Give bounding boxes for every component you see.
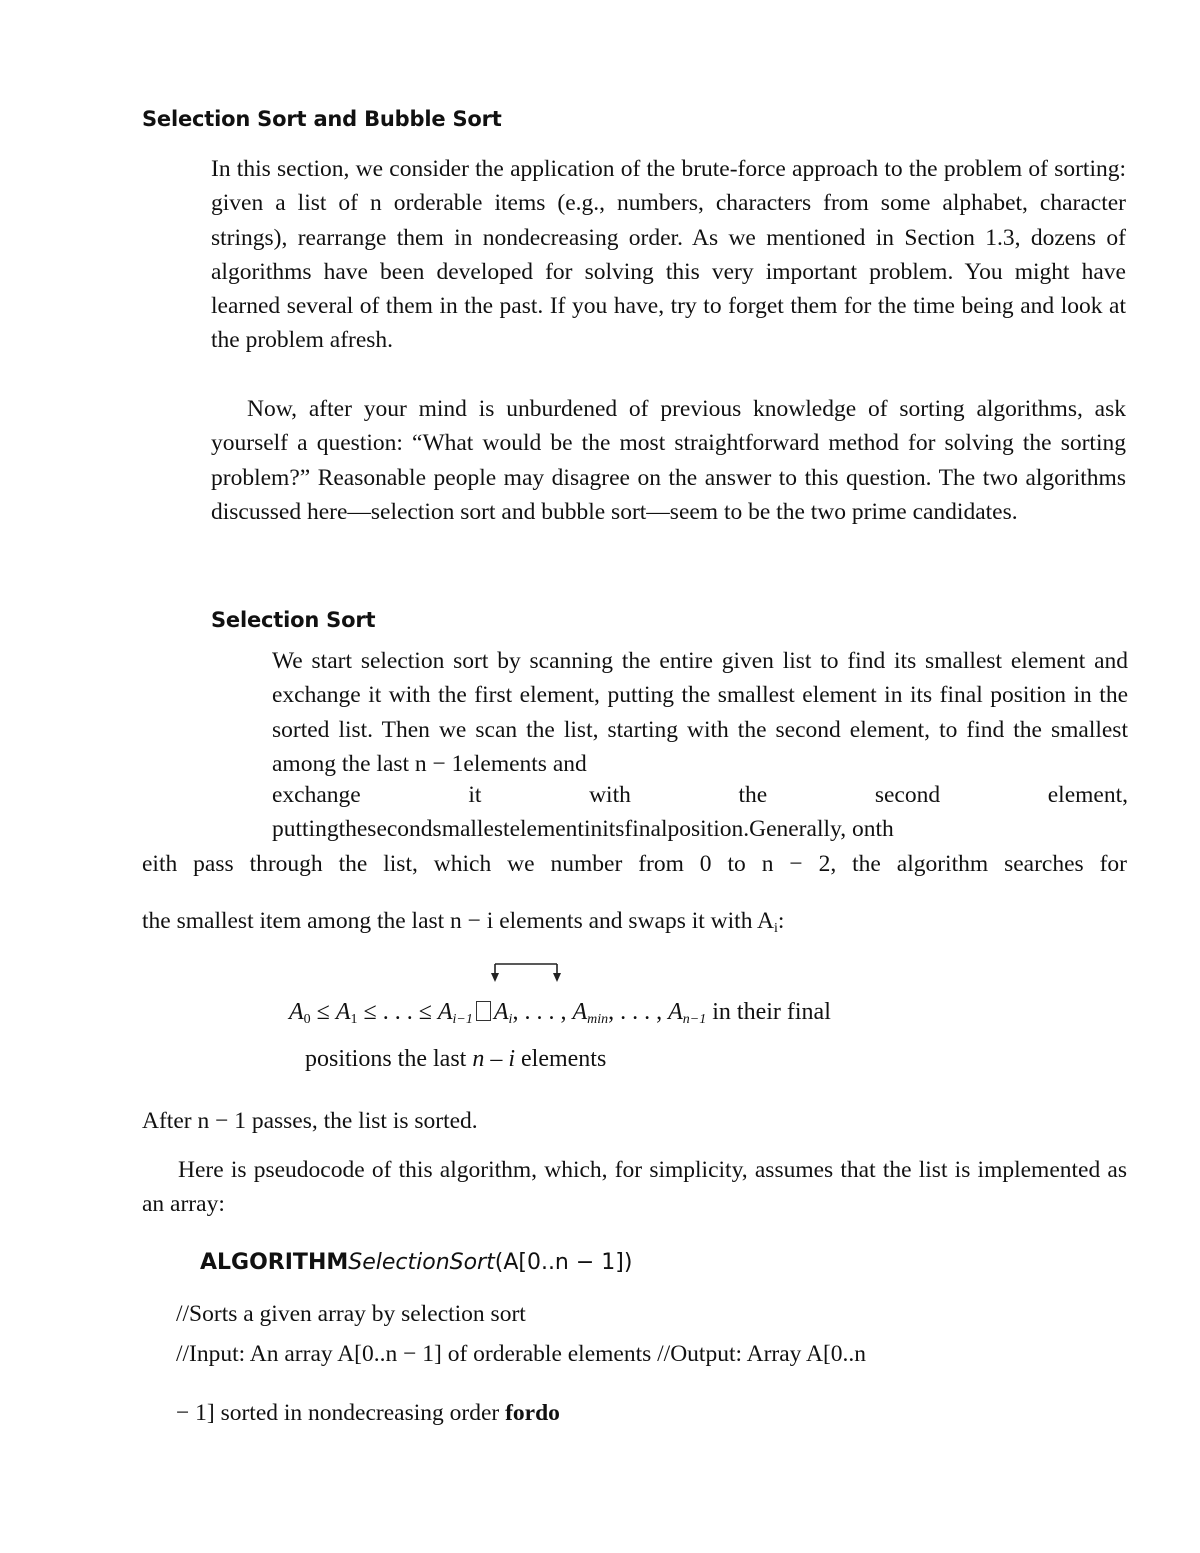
formula-caption — [305, 1046, 606, 1073]
missing-glyph-box — [476, 1001, 491, 1021]
formula-dots-2: , . . . , — [608, 999, 669, 1025]
formula-dots-1: , . . . , — [512, 999, 573, 1025]
formula-caption-post: elements — [515, 1046, 607, 1072]
formula-a0-sub: 0 — [303, 1012, 311, 1027]
formula-caption-var: n – i — [472, 1046, 516, 1072]
formula-ai-minus-1-sub: i−1 — [452, 1012, 473, 1027]
algorithm-comment-1: //Sorts a given array by selection sort — [176, 1301, 526, 1327]
after-passes-line: After n − 1 passes, the list is sorted. — [142, 1108, 478, 1134]
algorithm-comment-2: //Input: An array A[0..n − 1] of orderable elements //Output: Array A[0..n — [176, 1341, 867, 1367]
swap-arrow-diagram — [486, 958, 566, 986]
selection-line-9-text: the smallest item among the last n − i elements and swaps it with A — [142, 908, 774, 934]
formula-amin-sub: min — [587, 1012, 609, 1027]
selection-line-9-sub: i — [774, 921, 778, 936]
formula-an-minus-1: A — [668, 999, 683, 1025]
selection-paragraph: We start selection sort by scanning the entire given list to find its smallest element and exchange it with the first element, putting the smallest element in its final position in the sorted list. Then we scan the list, starting with the second element, to find the smallest among the last n − 1elements and — [272, 648, 1128, 777]
formula-tail: in their final — [706, 999, 831, 1025]
algorithm-comment-3-text: − 1] sorted in nondecreasing order — [176, 1400, 506, 1426]
intro-paragraph-1: In this section, we consider the application of the brute-force approach to the problem of sorting: given a list of n orderable items (e.g., numbers, characters from some alphabet, character strings), rearrange them in nondecreasing order. As we mentioned in Section 1.3, dozens of algorithms have been developed for solving this very important problem. You might have learned several of them in the past. If you have, try to forget them for the time being and look at the problem afresh. — [211, 156, 1126, 354]
selection-line-9-end: : — [777, 908, 785, 934]
formula-an-minus-1-sub: n−1 — [682, 1012, 707, 1027]
formula-amin: A — [572, 999, 588, 1025]
formula-ai: A — [493, 999, 509, 1025]
selection-line-6: exchange it with the second element, — [272, 782, 1128, 808]
intro-paragraph-2: Now, after your mind is unburdened of previous knowledge of sorting algorithms, ask yourself a question: “What would be the most straightforward method for solving the sorting problem?” Reasonable people may disagree on the answer to this question. The two algorithms discussed here—selection sort and bubble sort—seem to be the two prime candidates. — [211, 396, 1126, 525]
formula-a1-sub: 1 — [350, 1012, 358, 1027]
algorithm-keyword: ALGORITHM — [200, 1250, 349, 1275]
selection-line-8: eith pass through the list, which we number from 0 to n − 2, the algorithm searches for — [142, 851, 1127, 877]
algorithm-comment-3 — [176, 1400, 560, 1427]
subsection-title: Selection Sort — [211, 608, 376, 632]
algorithm-header — [200, 1249, 632, 1275]
formula-line — [289, 999, 831, 1026]
algorithm-name: SelectionSort — [348, 1250, 495, 1275]
algorithm-args: (A[0..n − 1]) — [494, 1250, 633, 1275]
formula-ai-minus-1: A — [437, 999, 453, 1025]
formula-a1: A — [335, 999, 351, 1025]
algorithm-keyword-fordo: fordo — [505, 1400, 560, 1426]
swap-arrow-left-head — [491, 973, 499, 982]
selection-line-9 — [142, 908, 784, 935]
formula-a0: A — [289, 999, 304, 1025]
formula-le-1: ≤ — [310, 999, 336, 1025]
swap-arrow-right-head — [553, 973, 561, 982]
formula-le-2: ≤ . . . ≤ — [357, 999, 438, 1025]
formula-ai-sub: i — [508, 1012, 513, 1027]
formula-caption-pre: positions the last — [305, 1046, 473, 1072]
selection-line-7: puttingthesecondsmallestelementinitsfinalposition.Generally, onth — [272, 816, 894, 842]
section-title: Selection Sort and Bubble Sort — [142, 107, 502, 131]
pseudocode-intro: Here is pseudocode of this algorithm, which, for simplicity, assumes that the list is implemented as an array: — [142, 1157, 1127, 1218]
